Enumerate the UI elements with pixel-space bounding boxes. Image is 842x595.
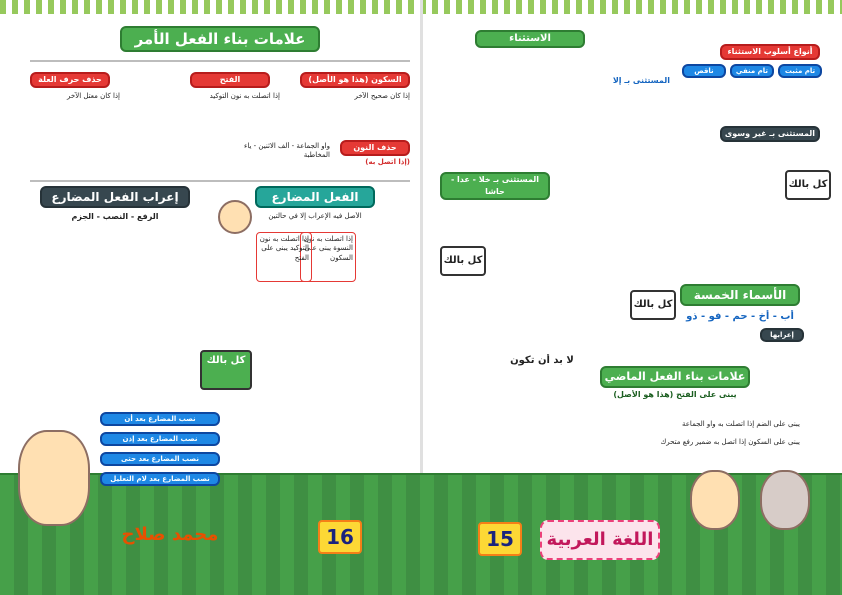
hadhf-illa-text: إذا كان معتل الآخر bbox=[67, 92, 120, 100]
nasb-idhan-heading: نصب المضارع بعد إذن bbox=[100, 432, 220, 446]
author-signature: محمد صلاح bbox=[121, 524, 219, 545]
fath-text: إذا اتصلت به نون التوكيد bbox=[209, 92, 280, 100]
iraabuha-label: إعرابها bbox=[760, 328, 804, 342]
la-budd-label: لا بد أن تكون bbox=[510, 355, 574, 366]
hadhf-nun-items: واو الجماعة - ألف الاثنين - ياء المخاطبة bbox=[244, 142, 330, 160]
mudari-nun-niswa: إذا اتصلت به نون النسوة يبنى على السكون bbox=[300, 232, 356, 282]
madi-sukun: يبنى على السكون إذا اتصل به ضمير رفع متحرك bbox=[660, 438, 800, 446]
asmaa-khamsa-title: الأسماء الخمسة bbox=[680, 284, 800, 306]
teacher-avatar bbox=[218, 200, 252, 234]
madi-title: علامات بناء الفعل الماضي bbox=[600, 366, 750, 388]
nasb-lam-heading: نصب المضارع بعد لام التعليل bbox=[100, 472, 220, 486]
tam-manfi: تام منفي bbox=[730, 64, 774, 78]
naqis-manfi: ناقص منفي bbox=[682, 64, 726, 78]
author-photo bbox=[18, 430, 90, 526]
asmaa-list: أب - أخ - حم - فو - ذو bbox=[686, 311, 794, 322]
kull-bala-right-3: كل بالك bbox=[630, 290, 676, 320]
madi-fath: يبنى على الفتح (هذا هو الأصل) bbox=[613, 390, 737, 399]
istithna-title: الاستثناء bbox=[475, 30, 585, 48]
cartoon-character-right bbox=[760, 470, 810, 530]
mustathna-ghayr-heading: المستثنى بـ غير وسوى bbox=[720, 126, 820, 142]
kull-bala-right-2: كل بالك bbox=[440, 246, 486, 276]
amr-title: علامات بناء الفعل الأمر bbox=[120, 26, 320, 52]
sukun-heading: السكون (هذا هو الأصل) bbox=[300, 72, 410, 88]
mustathna-khala-heading: المستثنى بـ خلا - عدا - حاشا bbox=[440, 172, 550, 200]
hadhf-nun-note: (إذا اتصل به) bbox=[365, 158, 410, 166]
kull-bala-right-1: كل بالك bbox=[785, 170, 831, 200]
kull-bala-left: كل بالك bbox=[200, 350, 252, 390]
hadhf-illa-heading: حذف حرف العلة bbox=[30, 72, 110, 88]
madi-damm: يبنى على الضم إذا اتصلت به واو الجماعة bbox=[682, 420, 800, 428]
sukun-text: إذا كان صحيح الآخر bbox=[354, 92, 410, 100]
mustathna-illa-label: المستثنى بـ إلا bbox=[612, 76, 670, 85]
tam-muthbat: تام مثبت bbox=[778, 64, 822, 78]
mudari-nun-tawkid: إذا اتصلت به نون التوكيد يبنى على الفتح bbox=[256, 232, 312, 282]
iraab-sub: الرفع - النصب - الجزم bbox=[71, 212, 159, 221]
hadhf-nun-heading: حذف النون bbox=[340, 140, 410, 156]
fath-heading: الفتح bbox=[190, 72, 270, 88]
mudari-title: الفعل المضارع bbox=[255, 186, 375, 208]
cartoon-character-left bbox=[690, 470, 740, 530]
anwa-istithna-heading: أنواع أسلوب الاستثناء bbox=[720, 44, 820, 60]
page-number-16: 16 bbox=[318, 520, 362, 554]
arabic-logo: اللغة العربية bbox=[540, 520, 660, 560]
nasb-an-heading: نصب المضارع بعد أن bbox=[100, 412, 220, 426]
mudari-note: الأصل فيه الإعراب إلا في حالتين bbox=[268, 212, 362, 220]
nasb-hatta-heading: نصب المضارع بعد حتى bbox=[100, 452, 220, 466]
iraab-mudari-title: إعراب الفعل المضارع bbox=[40, 186, 190, 208]
page-number-15: 15 bbox=[478, 522, 522, 556]
